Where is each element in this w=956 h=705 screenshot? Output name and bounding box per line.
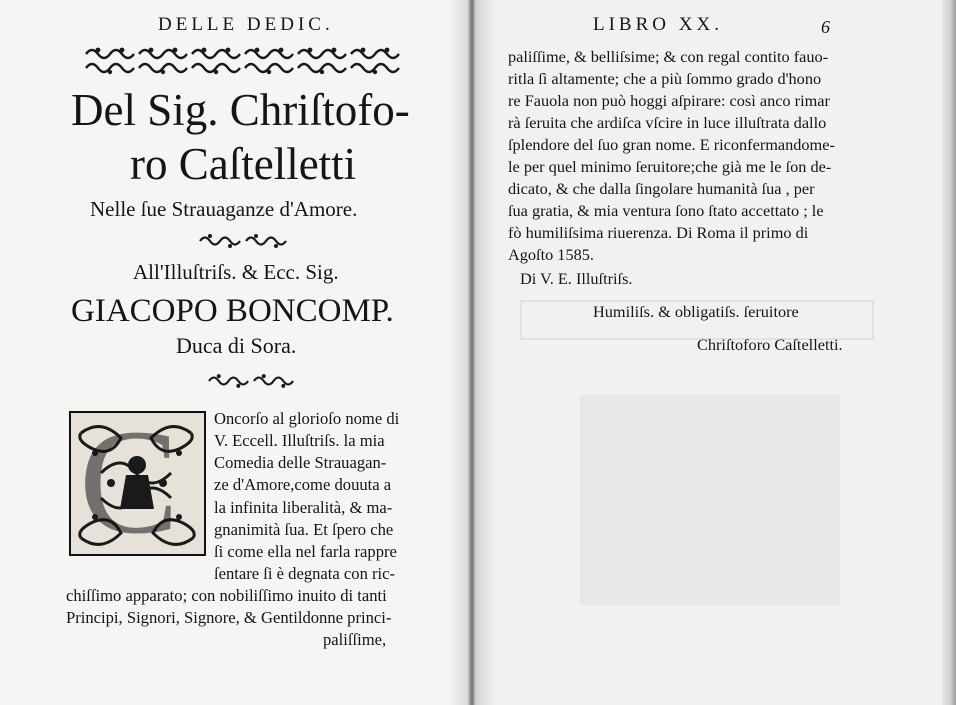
- servant-line: Humiliſs. & obligatiſs. ſeruitore: [593, 302, 799, 321]
- signature: Chriſtoforo Caſtelletti.: [697, 335, 843, 354]
- ornamental-band: [84, 44, 404, 76]
- right-line-6: le per quel minimo ſeruitore;che già me le ſon de-: [508, 157, 832, 176]
- right-line-10: Agoſto 1585.: [508, 245, 594, 264]
- folio-number: 6: [821, 17, 830, 37]
- right-line-8: ſua gratia, & mia ventura ſono ſtato accettato ; le: [508, 201, 824, 220]
- show-through-frame: [520, 300, 874, 340]
- dedication-line-1: Oncorſo al glorioſo nome di: [214, 409, 400, 428]
- gutter-shadow: [448, 0, 496, 705]
- left-running-head: DELLE DEDIC.: [158, 14, 334, 35]
- show-through-block: [580, 395, 840, 605]
- right-line-9: fò humiliſsima riuerenza. Di Roma il primo di: [508, 223, 809, 242]
- right-line-7: dicato, & che dalla ſingolare humanità ſua , per: [508, 179, 815, 198]
- initial-letter: C: [79, 411, 180, 556]
- title-line-2: ro Caſtelletti: [130, 139, 357, 189]
- right-line-5: ſplendore del ſuo gran nome. E riconfermandome-: [508, 135, 835, 154]
- dedication-line-9: chiſſimo apparato; con nobiliſſimo inuito di tanti: [66, 586, 387, 605]
- dedicatee-title: Duca di Sora.: [176, 333, 297, 358]
- dedication-line-4: ze d'Amore,come douuta a: [214, 475, 392, 494]
- dedication-line-5: la infinita liberalità, & ma-: [214, 498, 393, 517]
- dedicatee-name: GIACOPO BONCOMP.: [71, 293, 394, 329]
- title-line-1: Del Sig. Chriſtofo-: [71, 85, 410, 135]
- address-line: All'Illuſtriſs. & Ecc. Sig.: [133, 260, 339, 284]
- decorated-initial: [69, 411, 206, 556]
- dedication-line-7: ſi come ella nel farla rappre: [214, 542, 397, 561]
- dedication-line-6: gnanimità ſua. Et ſpero che: [214, 520, 394, 539]
- closing-salutation: Di V. E. Illuſtriſs.: [520, 269, 633, 288]
- fleuron-ornament-2: [207, 372, 297, 390]
- right-line-3: re Fauola non può hoggi aſpirare: così anco rimar: [508, 91, 830, 110]
- dedication-line-8: ſentare ſi è degnata con ric-: [214, 564, 396, 583]
- fleuron-ornament: [198, 232, 290, 250]
- catchword: paliſſime,: [323, 630, 387, 649]
- right-running-head: LIBRO XX.: [593, 14, 723, 35]
- page-edge: [942, 0, 956, 705]
- right-line-2: ritla ſì altamente; che a più ſommo grado d'hono: [508, 69, 822, 88]
- subtitle: Nelle ſue Strauaganze d'Amore.: [90, 197, 358, 221]
- right-line-4: rà ſeruita che ardiſca vſcire in luce illuſtrata dallo: [508, 113, 827, 132]
- dedication-line-3: Comedia delle Strauagan-: [214, 453, 387, 472]
- dedication-line-10: Principi, Signori, Signore, & Gentildonne princi-: [66, 608, 392, 627]
- right-line-1: paliſſime, & belliſsime; & con regal contito fauo-: [508, 47, 829, 66]
- dedication-line-2: V. Eccell. Illuſtriſs. la mia: [214, 431, 385, 450]
